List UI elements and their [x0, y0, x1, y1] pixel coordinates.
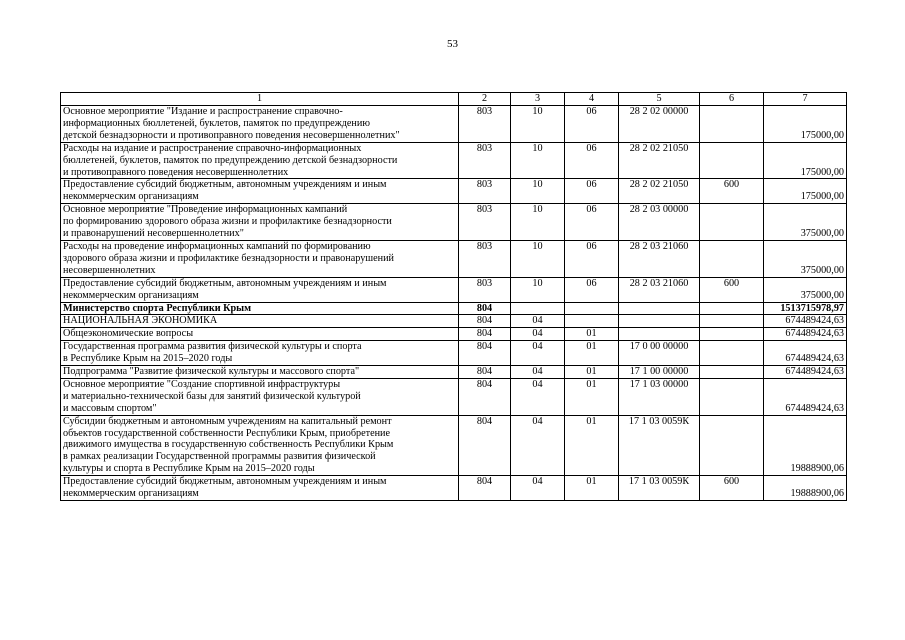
- row-name-cell: Расходы на проведение информационных кампаний по формированию здорового образа жизни и профилактике безнадзорности и правонарушений несовершеннолетних: [61, 240, 459, 277]
- section-code-cell: 04: [511, 328, 565, 341]
- section-code-cell: 10: [511, 142, 565, 179]
- subsection-code-cell: 01: [565, 476, 619, 501]
- budget-table: [60, 92, 847, 501]
- subsection-code-cell: 01: [565, 341, 619, 366]
- table-row: [61, 341, 847, 366]
- subsection-code-cell: [565, 302, 619, 315]
- section-code-cell: 10: [511, 240, 565, 277]
- column-header: 1: [61, 93, 459, 106]
- table-row: [61, 240, 847, 277]
- target-article-cell: 17 1 00 00000: [619, 366, 700, 379]
- expense-type-cell: 600: [700, 179, 764, 204]
- target-article-cell: 28 2 03 21060: [619, 277, 700, 302]
- ministry-code-cell: 803: [459, 106, 511, 143]
- row-name-cell: НАЦИОНАЛЬНАЯ ЭКОНОМИКА: [61, 315, 459, 328]
- subsection-code-cell: [565, 315, 619, 328]
- row-name-cell: Государственная программа развития физической культуры и спорта в Республике Крым на 2015–2020 годы: [61, 341, 459, 366]
- section-code-cell: 04: [511, 366, 565, 379]
- table-row: [61, 315, 847, 328]
- expense-type-cell: [700, 328, 764, 341]
- ministry-code-cell: 804: [459, 366, 511, 379]
- target-article-cell: 28 2 02 00000: [619, 106, 700, 143]
- target-article-cell: 17 1 03 0059К: [619, 415, 700, 476]
- section-code-cell: [511, 302, 565, 315]
- expense-type-cell: [700, 341, 764, 366]
- amount-cell: 674489424,63: [764, 378, 847, 415]
- table-row: [61, 328, 847, 341]
- ministry-code-cell: 803: [459, 277, 511, 302]
- page-number: 53: [447, 38, 458, 50]
- subsection-code-cell: 01: [565, 366, 619, 379]
- expense-type-cell: 600: [700, 476, 764, 501]
- row-name-cell: Предоставление субсидий бюджетным, автономным учреждениям и иным некоммерческим организациям: [61, 476, 459, 501]
- amount-cell: 674489424,63: [764, 366, 847, 379]
- column-header: 2: [459, 93, 511, 106]
- section-code-cell: 04: [511, 315, 565, 328]
- subsection-code-cell: 01: [565, 328, 619, 341]
- target-article-cell: 17 1 03 00000: [619, 378, 700, 415]
- ministry-code-cell: 803: [459, 142, 511, 179]
- section-code-cell: 04: [511, 341, 565, 366]
- target-article-cell: [619, 315, 700, 328]
- amount-cell: 674489424,63: [764, 341, 847, 366]
- section-code-cell: 10: [511, 204, 565, 241]
- table-header-row: [61, 93, 847, 106]
- column-header: 6: [700, 93, 764, 106]
- section-code-cell: 10: [511, 106, 565, 143]
- row-name-cell: Субсидии бюджетным и автономным учреждениям на капитальный ремонт объектов государственной собственности Республики Крым, приобретение движимого имущества в государственную собственность Республики Крым в рамках реализации Государственной программы развития физической культуры и спорта в Республике Крым на 2015–2020 годы: [61, 415, 459, 476]
- target-article-cell: 17 0 00 00000: [619, 341, 700, 366]
- row-name-cell: Расходы на издание и распространение справочно-информационных бюллетеней, буклетов, памяток по предупреждению детской безнадзорности и противоправного поведения несовершеннолетних: [61, 142, 459, 179]
- table-row: [61, 106, 847, 143]
- amount-cell: 19888900,06: [764, 415, 847, 476]
- target-article-cell: 28 2 03 00000: [619, 204, 700, 241]
- ministry-code-cell: 804: [459, 315, 511, 328]
- ministry-code-cell: 804: [459, 415, 511, 476]
- target-article-cell: [619, 302, 700, 315]
- target-article-cell: 17 1 03 0059К: [619, 476, 700, 501]
- section-code-cell: 04: [511, 476, 565, 501]
- row-name-cell: Основное мероприятие "Издание и распространение справочно- информационных бюллетеней, буклетов, памяток по предупреждению детской безнадзорности и противоправного поведения несовершеннолетних": [61, 106, 459, 143]
- ministry-code-cell: 804: [459, 378, 511, 415]
- ministry-code-cell: 804: [459, 341, 511, 366]
- expense-type-cell: [700, 378, 764, 415]
- expense-type-cell: [700, 415, 764, 476]
- amount-cell: 375000,00: [764, 277, 847, 302]
- subsection-code-cell: 06: [565, 142, 619, 179]
- expense-type-cell: [700, 240, 764, 277]
- subsection-code-cell: 06: [565, 204, 619, 241]
- target-article-cell: 28 2 03 21060: [619, 240, 700, 277]
- column-header: 5: [619, 93, 700, 106]
- expense-type-cell: [700, 315, 764, 328]
- row-name-cell: Общеэкономические вопросы: [61, 328, 459, 341]
- amount-cell: 175000,00: [764, 106, 847, 143]
- expense-type-cell: [700, 106, 764, 143]
- ministry-code-cell: 804: [459, 476, 511, 501]
- ministry-code-cell: 803: [459, 204, 511, 241]
- row-name-cell: Министерство спорта Республики Крым: [61, 302, 459, 315]
- expense-type-cell: [700, 142, 764, 179]
- table-row: [61, 277, 847, 302]
- row-name-cell: Подпрограмма "Развитие физической культуры и массового спорта": [61, 366, 459, 379]
- expense-type-cell: [700, 366, 764, 379]
- amount-cell: 674489424,63: [764, 328, 847, 341]
- row-name-cell: Предоставление субсидий бюджетным, автономным учреждениям и иным некоммерческим организациям: [61, 179, 459, 204]
- expense-type-cell: [700, 204, 764, 241]
- target-article-cell: [619, 328, 700, 341]
- section-code-cell: 10: [511, 179, 565, 204]
- table-row: [61, 179, 847, 204]
- column-header: 3: [511, 93, 565, 106]
- expense-type-cell: [700, 302, 764, 315]
- section-code-cell: 04: [511, 378, 565, 415]
- table-row: [61, 366, 847, 379]
- amount-cell: 375000,00: [764, 204, 847, 241]
- table-row: [61, 415, 847, 476]
- section-code-cell: 10: [511, 277, 565, 302]
- subsection-code-cell: 06: [565, 179, 619, 204]
- target-article-cell: 28 2 02 21050: [619, 179, 700, 204]
- ministry-code-cell: 803: [459, 179, 511, 204]
- subsection-code-cell: 06: [565, 240, 619, 277]
- column-header: 4: [565, 93, 619, 106]
- amount-cell: 375000,00: [764, 240, 847, 277]
- target-article-cell: 28 2 02 21050: [619, 142, 700, 179]
- amount-cell: 175000,00: [764, 142, 847, 179]
- table-row: [61, 302, 847, 315]
- subsection-code-cell: 06: [565, 106, 619, 143]
- amount-cell: 19888900,06: [764, 476, 847, 501]
- table-row: [61, 142, 847, 179]
- expense-type-cell: 600: [700, 277, 764, 302]
- ministry-code-cell: 804: [459, 328, 511, 341]
- row-name-cell: Основное мероприятие "Создание спортивной инфраструктуры и материально-технической базы для занятий физической культурой и массовым спортом": [61, 378, 459, 415]
- column-header: 7: [764, 93, 847, 106]
- table-row: [61, 378, 847, 415]
- subsection-code-cell: 06: [565, 277, 619, 302]
- row-name-cell: Основное мероприятие "Проведение информационных кампаний по формированию здорового образа жизни и профилактике безнадзорности и правонарушений несовершеннолетних": [61, 204, 459, 241]
- subsection-code-cell: 01: [565, 378, 619, 415]
- amount-cell: 674489424,63: [764, 315, 847, 328]
- section-code-cell: 04: [511, 415, 565, 476]
- table-row: [61, 476, 847, 501]
- subsection-code-cell: 01: [565, 415, 619, 476]
- table-row: [61, 204, 847, 241]
- amount-cell: 1513715978,97: [764, 302, 847, 315]
- ministry-code-cell: 803: [459, 240, 511, 277]
- ministry-code-cell: 804: [459, 302, 511, 315]
- row-name-cell: Предоставление субсидий бюджетным, автономным учреждениям и иным некоммерческим организациям: [61, 277, 459, 302]
- amount-cell: 175000,00: [764, 179, 847, 204]
